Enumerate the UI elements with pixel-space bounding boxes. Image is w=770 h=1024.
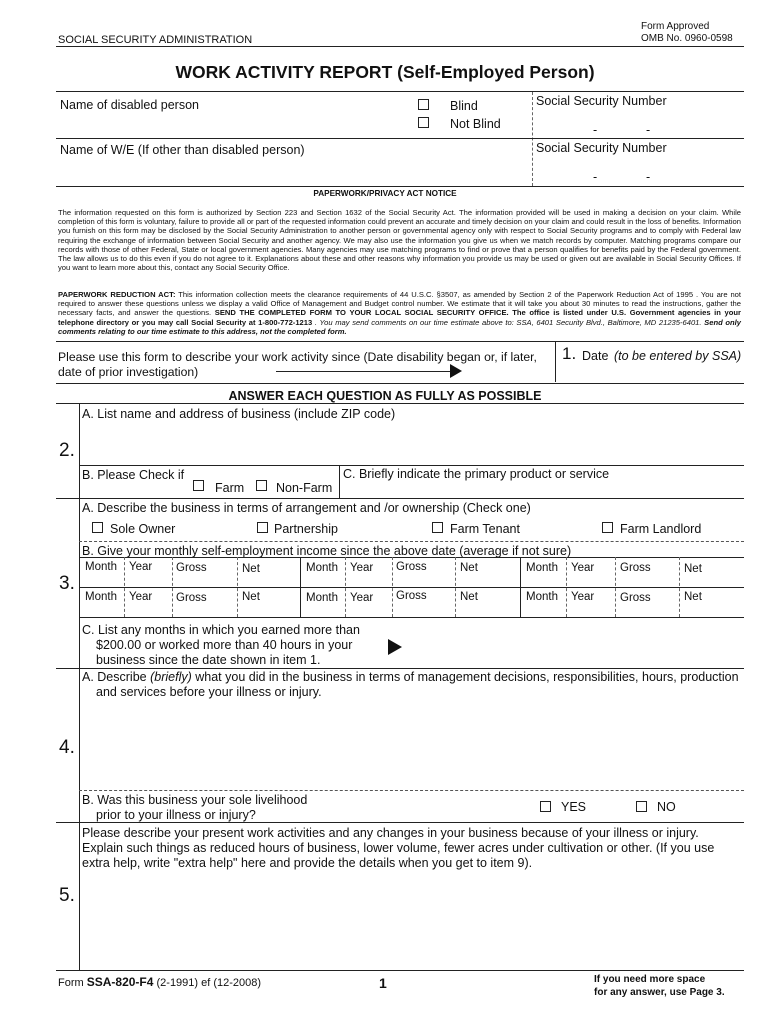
q3c-arrow-icon [388, 639, 402, 655]
pra-text: This information collection meets the clearance requirements of 44 U.S.C. §3507, as amended by Section 2 of the Paperwork Reduction Act of 1995 . You are not required to answer these questions unless we display a valid Office of Management and Budget control number. We estimate that it will take you about 30 minutes to read the instructions, gather the necessary facts, and answer the questions. [58, 290, 742, 318]
we-name-input[interactable] [60, 160, 524, 182]
q2a-business-address-input[interactable] [84, 424, 738, 466]
no-checkbox[interactable] [636, 801, 647, 812]
q3a-rule [79, 541, 744, 542]
item-5-number: 5. [59, 885, 75, 906]
ssn-label-1: Social Security Number [536, 94, 667, 108]
income-r1-net-2: Net [460, 562, 478, 574]
q5-line-1: Please describe your present work activities and any changes in your business because of your illness or injury. [82, 826, 699, 840]
q4a-rule [79, 790, 744, 791]
income-col-rule-1 [300, 557, 301, 617]
q3-bottom-rule [56, 668, 744, 669]
income-subcol-3b [615, 557, 616, 617]
q2c-label: C. Briefly indicate the primary product or service [343, 467, 610, 481]
income-bottom-rule [79, 617, 744, 618]
partnership-label: Partnership [274, 522, 338, 536]
income-r1-year-2: Year [350, 562, 374, 574]
income-mid-rule [79, 587, 744, 588]
not-blind-checkbox[interactable] [418, 117, 429, 128]
q2-bottom-rule [56, 498, 744, 499]
income-r1-month-1: Month [85, 561, 117, 573]
q2a-label: A. List name and address of business (include ZIP code) [82, 407, 396, 421]
q2c-product-input[interactable] [343, 482, 742, 499]
blind-checkbox[interactable] [418, 99, 429, 110]
farm-label: Farm [215, 481, 245, 495]
form-approved: Form Approved [641, 21, 710, 32]
q2b-label: B. Please Check if [82, 468, 185, 482]
q4a-italic: (briefly) [150, 670, 192, 684]
q4a-prefix: A. Describe [82, 670, 151, 684]
income-r2-net-1: Net [242, 591, 260, 603]
form-id: SSA-820-F4 [86, 975, 154, 989]
header-rule [56, 46, 744, 47]
q3c-line-1: C. List any months in which you earned more than [82, 623, 360, 637]
ssn-input-2[interactable] [540, 160, 744, 182]
income-r2-gross-3: Gross [620, 592, 651, 604]
income-subcol-1c [237, 557, 238, 617]
paperwork-reduction-act [58, 290, 741, 336]
income-r1-month-2: Month [306, 562, 338, 574]
q4a-label [82, 670, 739, 684]
farm-landlord-label: Farm Landlord [620, 522, 702, 536]
q4a-suffix: what you did in the business in terms of management decisions, responsibilities, hours, production [191, 670, 739, 684]
ssn-input-1[interactable] [540, 114, 744, 136]
q4-bottom-rule [56, 822, 744, 823]
ssn-dash-2b: - [646, 170, 651, 184]
income-r1-month-3: Month [526, 562, 558, 574]
q4b-line-1: B. Was this business your sole livelihood [82, 793, 308, 807]
income-r2-gross-1: Gross [176, 592, 207, 604]
identity-mid-rule [56, 138, 744, 139]
q3c-line-2: $200.00 or worked more than 40 hours in your [96, 638, 353, 652]
not-blind-label: Not Blind [450, 117, 501, 131]
income-subcol-3a [566, 557, 567, 617]
income-subcol-2b [392, 557, 393, 617]
form-identifier [58, 975, 261, 990]
income-subcol-3c [679, 557, 680, 617]
q5-description-input[interactable] [84, 874, 738, 970]
income-top-rule [79, 557, 744, 558]
income-r2-year-1: Year [129, 591, 153, 603]
date-instruction: Please use this form to describe your work activity since (Date disability began or, if later, date of prior investigation) [58, 350, 537, 379]
date-label: Date [582, 349, 609, 363]
income-subcol-1b [172, 557, 173, 617]
income-r2-month-2: Month [306, 592, 338, 604]
yes-checkbox[interactable] [540, 801, 551, 812]
q2-mid-rule [79, 465, 744, 466]
item-3-number: 3. [59, 573, 75, 594]
farm-landlord-checkbox[interactable] [602, 522, 613, 533]
agency-name: SOCIAL SECURITY ADMINISTRATION [58, 34, 253, 46]
blind-label: Blind [450, 99, 478, 113]
income-r1-gross-2: Gross [396, 561, 427, 573]
pra-italic-bold: Send only comments relating to our time estimate to this address, not the completed form. [58, 317, 741, 336]
item-1-number: 1. [562, 344, 577, 363]
q5-line-2: Explain such things as reduced hours of business, lower volume, fewer acres under cultivation or other. (If you use [82, 841, 715, 855]
pra-italic: . You may send comments on our time estimate above to: SSA, 6401 Security Blvd., Baltimore, MD 21235-6401. [312, 317, 702, 327]
income-r2-net-2: Net [460, 591, 478, 603]
identity-top-rule [56, 91, 744, 92]
no-label: NO [657, 800, 676, 814]
disabled-person-name-label: Name of disabled person [60, 98, 199, 112]
notice-heading: PAPERWORK/PRIVACY ACT NOTICE [313, 189, 457, 198]
non-farm-checkbox[interactable] [256, 480, 267, 491]
arrow-right-icon [450, 364, 462, 378]
income-r1-net-3: Net [684, 563, 702, 575]
farm-checkbox[interactable] [193, 480, 204, 491]
q2-bc-divider [339, 465, 340, 498]
omb-number: OMB No. 0960-0598 [641, 33, 733, 44]
page-number: 1 [379, 975, 387, 991]
income-r2-gross-2: Gross [396, 590, 427, 602]
date-bottom-rule [56, 383, 744, 384]
farm-tenant-checkbox[interactable] [432, 522, 443, 533]
ssn-label-2: Social Security Number [536, 141, 667, 155]
income-r2-month-3: Month [526, 591, 558, 603]
income-r1-net-1: Net [242, 563, 260, 575]
ssn-dash-2a: - [593, 170, 598, 184]
more-space-note-2: for any answer, use Page 3. [594, 987, 725, 998]
arrow-line [276, 371, 451, 372]
income-r1-year-3: Year [571, 562, 595, 574]
income-col-rule-2 [520, 557, 521, 617]
q5-line-3: extra help, write "extra help" here and provide the details when you get to item 9). [82, 856, 533, 870]
income-r2-net-3: Net [684, 591, 702, 603]
pra-label: PAPERWORK REDUCTION ACT: [58, 290, 176, 299]
q4a-line-2: and services before your illness or injury. [96, 685, 322, 699]
more-space-note-1: If you need more space [594, 974, 706, 985]
q3c-months-input[interactable] [410, 628, 742, 666]
pra-bold: SEND THE COMPLETED FORM TO YOUR LOCAL SOCIAL SECURITY OFFICE. The office is listed under U.S. Government agencies in your telephone directory or you may call Social Security at 1-800-772-1213 [58, 308, 741, 327]
disabled-person-name-input[interactable] [60, 113, 404, 135]
answer-heading-rule [56, 403, 744, 404]
ssn-divider [532, 92, 533, 186]
we-name-label: Name of W/E (If other than disabled person) [60, 143, 305, 157]
income-r2-year-2: Year [350, 592, 374, 604]
date-divider [555, 342, 556, 382]
income-r2-month-1: Month [85, 591, 117, 603]
question-column-rule [79, 403, 80, 970]
ssn-dash-1b: - [646, 123, 651, 137]
income-subcol-2c [455, 557, 456, 617]
income-subcol-2a [345, 557, 346, 617]
item-4-number: 4. [59, 737, 75, 758]
q3c-line-3: business since the date shown in item 1. [96, 653, 321, 667]
partnership-checkbox[interactable] [257, 522, 268, 533]
q4a-description-input[interactable] [84, 702, 738, 790]
item-2-number: 2. [59, 440, 75, 461]
page-title: WORK ACTIVITY REPORT (Self-Employed Person) [175, 62, 595, 82]
sole-owner-label: Sole Owner [110, 522, 176, 536]
ssn-dash-1a: - [593, 123, 598, 137]
income-r1-gross-3: Gross [620, 562, 651, 574]
non-farm-label: Non-Farm [276, 481, 333, 495]
farm-tenant-label: Farm Tenant [450, 522, 520, 536]
income-r2-year-3: Year [571, 591, 595, 603]
q4b-line-2: prior to your illness or injury? [96, 808, 256, 822]
q3b-label: B. Give your monthly self-employment income since the above date (average if not sure) [82, 544, 572, 558]
privacy-notice-text: The information requested on this form is authorized by Section 223 and Section 1632 of the Social Security Act. The information provided will be used in making a decision on your claim. While completion of this form is voluntary, failure to provide all or part of the requested information could prevent an accurate and timely decision on your claim and could result in the loss of benefits. Information you furnish on this form may be disclosed by the Social Security Administration to another person or governmental agency only with respect to Social Security programs and to comply with Federal law requiring the exchange of information between Social Security and another agency. We may also use the information you give us when we match records by computer. Matching programs compare our records with those of other Federal, State or local government agencies. Many agencies may use matching programs to find or prove that a person qualifies for benefits paid by the Federal government. The law allows us to do this even if you do not agree to it. Explanations about these and other reasons why information you provide us may be used or given out are available in Social Security Offices. If you want to learn more about this, contact any Social Security Office. [58, 208, 741, 273]
form-prefix: Form [58, 977, 87, 989]
answer-heading: ANSWER EACH QUESTION AS FULLY AS POSSIBLE [228, 389, 542, 403]
q3a-label: A. Describe the business in terms of arrangement and /or ownership (Check one) [82, 501, 531, 515]
date-input[interactable] [562, 365, 744, 383]
identity-bottom-rule [56, 186, 744, 187]
income-r1-year-1: Year [129, 561, 153, 573]
footer-rule [56, 970, 744, 971]
form-edition: (2-1991) ef (12-2008) [153, 977, 262, 989]
date-top-rule [56, 341, 744, 342]
income-r1-gross-1: Gross [176, 562, 207, 574]
income-subcol-1a [124, 557, 125, 617]
sole-owner-checkbox[interactable] [92, 522, 103, 533]
date-note: (to be entered by SSA) [614, 349, 742, 363]
yes-label: YES [561, 800, 587, 814]
